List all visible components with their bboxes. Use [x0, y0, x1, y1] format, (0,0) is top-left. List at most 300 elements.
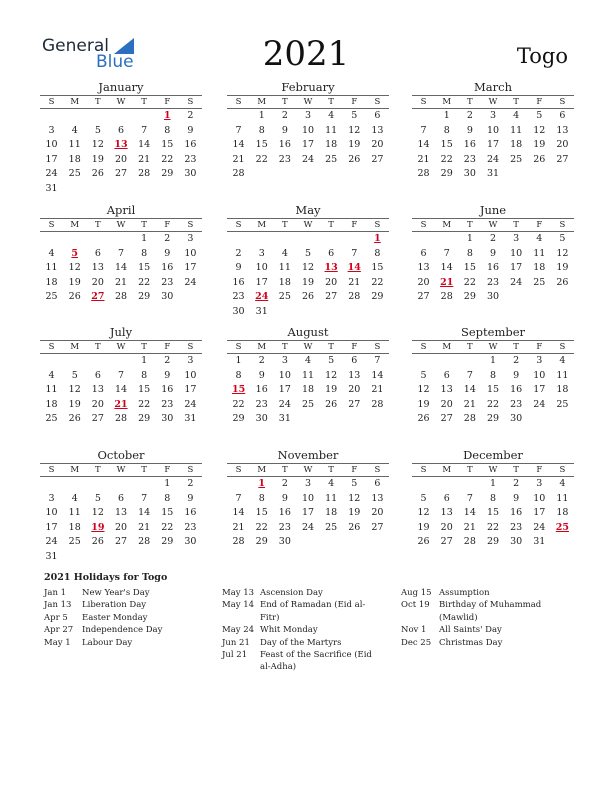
- day-cell: 19: [68, 398, 81, 410]
- day-cell: 15: [371, 262, 384, 274]
- holiday-name: Christmas Day: [439, 637, 503, 648]
- weekday-label: W: [488, 97, 498, 107]
- day-cell: 15: [138, 262, 151, 274]
- day-cell: 27: [114, 168, 128, 180]
- weekday-header: [412, 95, 574, 109]
- day-cell: 24: [533, 398, 546, 410]
- day-cell: 16: [184, 139, 197, 151]
- weekday-label: S: [187, 342, 194, 352]
- day-cell: 9: [164, 247, 171, 259]
- weekday-label: S: [187, 465, 194, 475]
- day-cell: 6: [420, 247, 427, 259]
- day-cell: [40, 232, 63, 247]
- day-cell: 5: [351, 478, 358, 489]
- day-cell: 25: [533, 276, 546, 288]
- day-cell: 17: [45, 521, 58, 533]
- day-cell: [551, 412, 574, 427]
- month-name: September: [460, 325, 526, 339]
- day-cell: 21: [138, 521, 151, 533]
- day-cell: 22: [138, 276, 151, 288]
- day-cell: 21: [348, 276, 361, 288]
- day-cell: 17: [533, 384, 546, 396]
- day-cell: 17: [255, 276, 268, 288]
- day-cell: [179, 182, 202, 197]
- day-cell: 16: [463, 139, 476, 151]
- weekday-label: S: [235, 342, 242, 352]
- day-cell: 5: [536, 110, 543, 121]
- day-cell: 24: [533, 521, 546, 533]
- day-cell: 3: [48, 492, 55, 504]
- weekday-label: T: [513, 97, 519, 107]
- day-cell: [63, 354, 86, 369]
- day-cell: 11: [510, 124, 523, 136]
- weekday-label: T: [467, 342, 473, 352]
- day-cell: 4: [71, 492, 78, 504]
- day-cell: 2: [187, 478, 194, 489]
- weekday-label: F: [536, 220, 543, 230]
- weekday-header: [40, 95, 202, 109]
- day-cell: 11: [68, 507, 81, 519]
- day-cell: 31: [486, 168, 500, 180]
- day-cell: [412, 477, 435, 492]
- day-cell: 2: [187, 110, 194, 121]
- month-name: October: [97, 448, 145, 462]
- day-cell: 30: [510, 536, 523, 548]
- day-cell: 12: [91, 139, 104, 151]
- day-cell: 18: [278, 276, 291, 288]
- day-cell: 18: [556, 507, 569, 519]
- holiday-entry: [44, 624, 214, 636]
- holiday-date: Jul 21: [222, 650, 248, 661]
- holiday-name: Assumption: [439, 588, 490, 598]
- day-cell: 2: [164, 233, 171, 244]
- day-cell: 28: [138, 536, 151, 548]
- day-cell: 1: [258, 110, 265, 121]
- day-cell: 9: [489, 247, 497, 259]
- day-cell: [133, 182, 156, 197]
- weekday-label: M: [70, 220, 80, 230]
- day-cell: 28: [417, 168, 430, 180]
- day-cell: [343, 232, 366, 247]
- day-cell: 12: [68, 262, 81, 274]
- day-cell: 7: [420, 124, 427, 136]
- day-cell: 6: [117, 492, 125, 504]
- day-cell: [343, 167, 366, 182]
- day-cell: 20: [348, 384, 361, 396]
- day-cell: 19: [533, 139, 546, 151]
- holiday-day-cell: 25: [555, 521, 570, 533]
- day-cell: 1: [141, 233, 148, 244]
- day-cell: 12: [301, 262, 315, 274]
- holiday-entry: [222, 637, 382, 649]
- day-cell: 23: [510, 398, 523, 410]
- day-cell: 28: [371, 398, 384, 410]
- day-grid: [412, 477, 574, 550]
- day-cell: 12: [68, 384, 81, 396]
- weekday-label: T: [328, 220, 334, 230]
- day-cell: 5: [71, 369, 78, 381]
- weekday-label: T: [467, 220, 473, 230]
- day-cell: 13: [440, 384, 453, 396]
- day-cell: 3: [48, 124, 55, 136]
- day-cell: [528, 167, 551, 182]
- weekday-label: T: [282, 342, 288, 352]
- day-cell: 21: [138, 153, 151, 165]
- day-cell: 7: [466, 492, 473, 504]
- day-cell: 25: [325, 521, 338, 533]
- day-cell: 17: [45, 153, 58, 165]
- day-cell: [412, 232, 435, 247]
- day-cell: 8: [466, 247, 473, 259]
- weekday-label: S: [420, 465, 427, 475]
- day-cell: 23: [161, 398, 174, 410]
- day-cell: 3: [489, 110, 497, 121]
- day-cell: 17: [486, 139, 500, 151]
- day-cell: 10: [533, 369, 546, 381]
- weekday-label: F: [351, 220, 358, 230]
- day-cell: 30: [255, 413, 268, 425]
- day-cell: 6: [559, 110, 566, 121]
- day-cell: 9: [164, 369, 171, 381]
- day-cell: 3: [536, 478, 543, 489]
- day-cell: 18: [533, 262, 546, 274]
- day-cell: 10: [278, 369, 291, 381]
- weekday-label: T: [282, 220, 288, 230]
- weekday-label: T: [95, 220, 101, 230]
- month-calendar: [40, 80, 202, 197]
- weekday-label: T: [95, 465, 101, 475]
- day-cell: 4: [71, 124, 78, 136]
- weekday-label: T: [467, 97, 473, 107]
- weekday-label: T: [141, 220, 147, 230]
- day-cell: 28: [463, 413, 476, 425]
- day-cell: 19: [348, 139, 361, 151]
- day-cell: 28: [348, 291, 361, 303]
- day-cell: 25: [278, 291, 291, 303]
- day-cell: 9: [513, 369, 520, 381]
- day-cell: 20: [91, 398, 104, 410]
- day-cell: 4: [48, 369, 55, 381]
- weekday-label: S: [374, 342, 381, 352]
- day-cell: 12: [325, 369, 338, 381]
- day-cell: 5: [559, 233, 566, 244]
- day-cell: 18: [45, 398, 58, 410]
- weekday-label: M: [257, 465, 267, 475]
- weekday-label: W: [488, 220, 498, 230]
- day-cell: 11: [325, 124, 338, 136]
- holiday-date: Jan 1: [44, 588, 67, 598]
- day-cell: [551, 290, 574, 305]
- weekday-header: [227, 463, 389, 477]
- day-cell: 31: [255, 305, 268, 317]
- day-cell: [320, 412, 343, 427]
- day-cell: [63, 232, 86, 247]
- day-cell: 5: [94, 124, 101, 136]
- weekday-label: M: [442, 342, 452, 352]
- day-cell: 10: [184, 247, 197, 259]
- weekday-label: S: [559, 220, 566, 230]
- day-cell: 9: [466, 124, 473, 136]
- day-grid: [40, 354, 202, 427]
- day-cell: 20: [440, 521, 453, 533]
- day-cell: 10: [255, 262, 268, 274]
- day-cell: [40, 477, 63, 492]
- day-cell: 28: [138, 168, 151, 180]
- weekday-label: F: [351, 97, 358, 107]
- day-cell: 19: [301, 276, 315, 288]
- weekday-label: W: [488, 465, 498, 475]
- day-cell: 8: [489, 492, 497, 504]
- weekday-label: S: [187, 97, 194, 107]
- holiday-date: Apr 5: [44, 612, 68, 623]
- day-cell: 9: [235, 262, 242, 274]
- holiday-day-cell: 27: [91, 291, 105, 303]
- day-cell: 22: [486, 398, 500, 410]
- day-cell: [63, 550, 86, 565]
- weekday-label: T: [141, 97, 147, 107]
- holiday-entry: [222, 649, 382, 674]
- holiday-column: [222, 587, 382, 674]
- day-grid: [40, 477, 202, 565]
- day-cell: 23: [278, 521, 291, 533]
- weekday-label: T: [141, 465, 147, 475]
- day-cell: 15: [161, 507, 174, 519]
- day-cell: 17: [184, 262, 197, 274]
- day-cell: [458, 477, 481, 492]
- day-cell: 15: [255, 507, 268, 519]
- day-cell: 20: [440, 398, 453, 410]
- day-cell: 3: [513, 233, 520, 244]
- day-cell: 13: [417, 262, 430, 274]
- weekday-label: M: [442, 97, 452, 107]
- day-cell: [86, 354, 109, 369]
- holiday-name: Liberation Day: [82, 600, 147, 611]
- day-cell: 28: [232, 536, 245, 548]
- day-cell: 27: [371, 153, 384, 165]
- day-cell: 10: [510, 247, 523, 259]
- day-cell: [227, 477, 250, 492]
- weekday-label: S: [559, 97, 566, 107]
- month-calendar: [412, 325, 574, 427]
- day-cell: 30: [161, 413, 174, 425]
- day-cell: 30: [463, 168, 476, 180]
- day-cell: 20: [556, 139, 569, 151]
- day-cell: 19: [417, 521, 430, 533]
- weekday-header: [412, 218, 574, 232]
- day-cell: 24: [45, 536, 58, 548]
- day-cell: 18: [45, 276, 58, 288]
- day-cell: 11: [301, 369, 315, 381]
- day-cell: 26: [68, 413, 81, 425]
- day-cell: 21: [463, 521, 476, 533]
- day-cell: [86, 232, 109, 247]
- weekday-header: [40, 218, 202, 232]
- day-cell: 19: [417, 398, 430, 410]
- weekday-header: [40, 340, 202, 354]
- day-cell: 13: [556, 124, 569, 136]
- day-cell: 17: [184, 384, 197, 396]
- day-cell: 21: [232, 521, 245, 533]
- day-cell: 7: [374, 355, 381, 366]
- day-cell: [551, 167, 574, 182]
- day-cell: [40, 109, 63, 124]
- weekday-label: S: [235, 97, 242, 107]
- day-cell: [109, 109, 132, 124]
- weekday-label: S: [420, 97, 427, 107]
- day-cell: 27: [417, 291, 430, 303]
- day-grid: [412, 109, 574, 182]
- day-cell: 3: [281, 355, 288, 366]
- day-cell: 28: [114, 413, 128, 425]
- day-cell: 13: [440, 507, 453, 519]
- day-cell: 23: [486, 276, 500, 288]
- day-cell: 17: [301, 507, 315, 519]
- day-cell: 27: [114, 536, 128, 548]
- day-grid: [227, 477, 389, 550]
- day-cell: 29: [138, 291, 151, 303]
- holiday-column: [401, 587, 581, 649]
- weekday-label: T: [328, 97, 334, 107]
- day-cell: 12: [348, 492, 361, 504]
- day-cell: 10: [486, 124, 500, 136]
- holiday-date: Nov 1: [401, 625, 427, 636]
- holiday-day-cell: 21: [440, 276, 454, 288]
- day-cell: 18: [68, 521, 81, 533]
- weekday-label: S: [374, 220, 381, 230]
- day-cell: 8: [141, 247, 148, 259]
- holiday-day-cell: 5: [71, 247, 79, 259]
- day-cell: 22: [138, 398, 151, 410]
- day-cell: 12: [91, 507, 104, 519]
- weekday-label: F: [164, 97, 171, 107]
- day-cell: 19: [91, 153, 104, 165]
- day-cell: 9: [187, 124, 194, 136]
- day-cell: [435, 354, 458, 369]
- month-calendar: [412, 448, 574, 550]
- day-cell: [179, 290, 202, 305]
- month-calendar: [40, 325, 202, 427]
- day-cell: 11: [68, 139, 81, 151]
- weekday-label: F: [536, 342, 543, 352]
- day-cell: 22: [371, 276, 384, 288]
- day-cell: 2: [466, 110, 473, 121]
- day-cell: 23: [161, 276, 174, 288]
- day-cell: 15: [486, 384, 500, 396]
- day-cell: 14: [114, 262, 128, 274]
- weekday-label: F: [351, 465, 358, 475]
- day-cell: 30: [161, 291, 174, 303]
- day-cell: 15: [463, 262, 476, 274]
- day-cell: 1: [235, 355, 242, 366]
- day-cell: [86, 550, 109, 565]
- day-cell: 14: [232, 139, 245, 151]
- day-cell: 19: [348, 507, 361, 519]
- day-cell: 8: [164, 124, 171, 136]
- day-cell: 20: [325, 276, 338, 288]
- day-cell: 16: [184, 507, 197, 519]
- day-cell: [528, 412, 551, 427]
- day-cell: 21: [371, 384, 384, 396]
- brand-name-line1: General: [42, 36, 109, 56]
- country-name: Togo: [516, 44, 568, 68]
- day-cell: 11: [556, 369, 569, 381]
- weekday-label: S: [559, 465, 566, 475]
- day-cell: 22: [440, 153, 453, 165]
- weekday-label: S: [48, 97, 55, 107]
- holiday-name: Feast of the Sacrifice (Eid al-Adha): [260, 650, 372, 673]
- holiday-day-cell: 1: [374, 233, 381, 244]
- day-cell: 6: [443, 492, 450, 504]
- weekday-label: T: [467, 465, 473, 475]
- day-cell: 29: [255, 536, 268, 548]
- day-cell: 16: [161, 384, 174, 396]
- day-cell: 26: [417, 413, 430, 425]
- day-cell: 21: [417, 153, 430, 165]
- day-cell: 20: [114, 153, 128, 165]
- day-cell: [86, 182, 109, 197]
- day-cell: 20: [114, 521, 128, 533]
- weekday-label: T: [95, 97, 101, 107]
- day-cell: 29: [138, 413, 151, 425]
- holiday-day-cell: 21: [114, 398, 128, 410]
- day-cell: 24: [184, 398, 197, 410]
- day-cell: 29: [486, 536, 500, 548]
- day-cell: 15: [161, 139, 174, 151]
- day-cell: 23: [184, 153, 197, 165]
- holiday-day-cell: 1: [163, 110, 171, 121]
- holiday-name: Independence Day: [82, 625, 163, 636]
- holiday-name: Ascension Day: [260, 588, 323, 598]
- day-cell: 10: [533, 492, 546, 504]
- weekday-label: T: [282, 465, 288, 475]
- day-cell: 9: [281, 492, 288, 504]
- weekday-label: M: [70, 97, 80, 107]
- day-cell: 4: [559, 355, 566, 366]
- day-grid: [40, 232, 202, 305]
- day-cell: [273, 305, 296, 320]
- weekday-label: T: [282, 97, 288, 107]
- day-cell: 16: [278, 507, 291, 519]
- day-cell: 4: [48, 247, 55, 259]
- holiday-entry: [44, 599, 214, 611]
- weekday-label: T: [328, 342, 334, 352]
- day-cell: 3: [304, 110, 312, 121]
- day-cell: 12: [348, 124, 361, 136]
- day-cell: [320, 232, 343, 247]
- weekday-label: S: [420, 342, 427, 352]
- day-cell: 24: [301, 521, 315, 533]
- month-name: December: [463, 448, 523, 462]
- day-cell: 5: [304, 247, 312, 259]
- day-cell: 2: [281, 478, 288, 489]
- weekday-label: F: [164, 220, 171, 230]
- holiday-day-cell: 14: [347, 262, 361, 274]
- holiday-entry: [44, 637, 214, 649]
- day-cell: 20: [417, 276, 430, 288]
- day-cell: 1: [466, 233, 473, 244]
- day-cell: 29: [440, 168, 453, 180]
- day-cell: 16: [161, 262, 174, 274]
- weekday-label: S: [420, 220, 427, 230]
- holiday-name: Day of the Martyrs: [260, 637, 342, 648]
- holiday-date: May 1: [44, 637, 71, 648]
- day-cell: [156, 550, 179, 565]
- day-cell: 25: [68, 536, 81, 548]
- holiday-entry: [44, 612, 214, 624]
- day-cell: 6: [374, 478, 381, 489]
- month-calendar: [412, 203, 574, 305]
- day-cell: [156, 182, 179, 197]
